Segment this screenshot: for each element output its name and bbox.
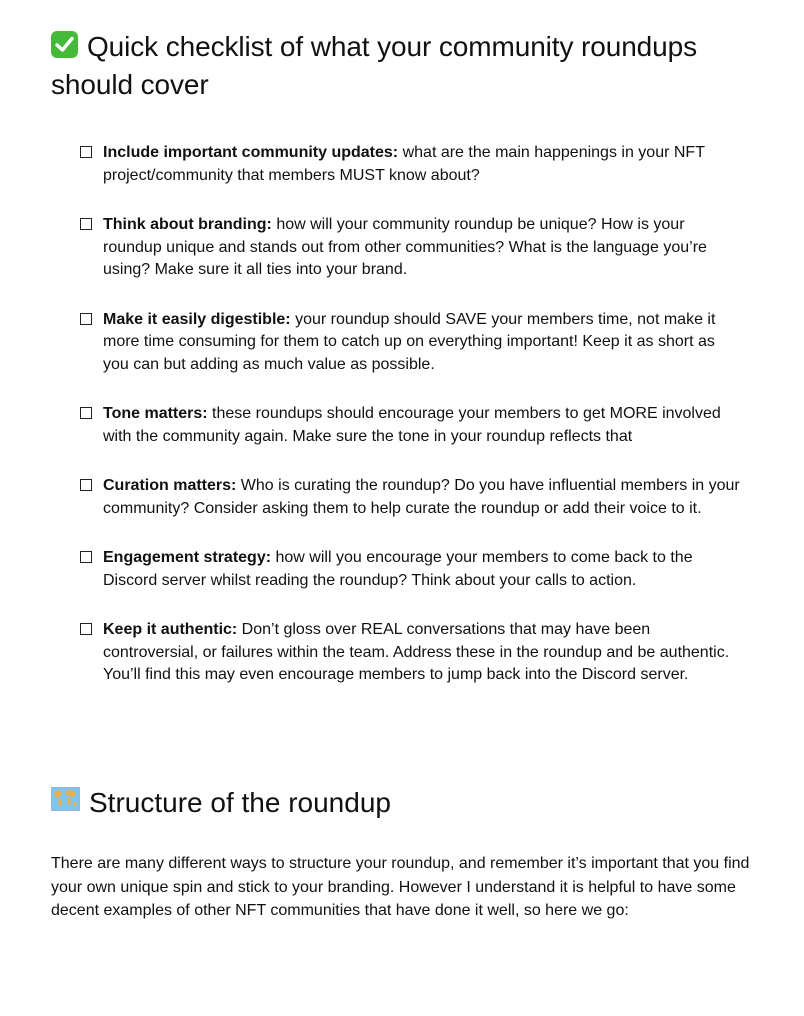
checklist-item — [80, 619, 740, 687]
check-mark-button-icon — [51, 31, 78, 58]
world-map-icon — [51, 787, 80, 811]
checklist-item — [80, 214, 740, 282]
checklist-item — [80, 142, 740, 187]
checklist-item — [80, 403, 740, 448]
structure-heading-text: Structure of the roundup — [89, 787, 391, 818]
checkbox[interactable] — [80, 551, 92, 563]
document-page — [51, 28, 751, 919]
checklist-item-title: Include important community updates: — [103, 144, 399, 161]
checklist-item — [80, 475, 740, 520]
checkbox[interactable] — [80, 479, 92, 491]
checklist-item-text: Who is curating the roundup? Do you have influential members in your community? Consider asking them to help curate the roundup or add their voice to it. — [103, 477, 740, 517]
checklist-item-text: how will you encourage your members to come back to the Discord server whilst reading the roundup? Think about your calls to action. — [103, 549, 693, 589]
checklist-item-text: what are the main happenings in your NFT project/community that members MUST know about? — [103, 144, 705, 184]
checklist-item-title: Curation matters: — [103, 477, 237, 494]
checklist — [80, 142, 740, 687]
checklist-item-text: how will your community roundup be unique? How is your roundup unique and stands out from other communities? What is the language you’re using? Make sure it all ties into your brand. — [103, 216, 707, 278]
checklist-item-text: your roundup should SAVE your members time, not make it more time consuming for them to catch up on everything important! Keep it as short as you can but adding as much value as possible. — [103, 310, 716, 373]
structure-heading — [51, 784, 391, 822]
checklist-item-title: Engagement strategy: — [103, 549, 272, 566]
checklist-item — [80, 547, 740, 592]
checklist-item-title: Make it easily digestible: — [103, 310, 291, 328]
checklist-item — [80, 309, 740, 377]
checklist-item-title: Tone matters: — [103, 405, 208, 422]
checklist-item-text: Don’t gloss over REAL conversations that may have been controversial, or failures within the team. Address these in the roundup and be authentic. You’ll find this may even encourage members to jump back into the Discord server. — [103, 621, 730, 683]
checkbox[interactable] — [80, 146, 92, 158]
checkbox[interactable] — [80, 623, 92, 635]
checklist-heading-text: Quick checklist of what your community roundups should cover — [51, 31, 698, 100]
checkbox[interactable] — [80, 407, 92, 419]
checklist-item-title: Think about branding: — [103, 216, 272, 233]
structure-paragraph: There are many different ways to structure your roundup, and remember it’s important that you find your own unique spin and stick to your branding. However I understand it is helpful to have some decent examples of other NFT communities that have done it well, so here we go: — [51, 855, 750, 919]
checkbox[interactable] — [80, 313, 92, 325]
checkbox[interactable] — [80, 218, 92, 230]
checklist-item-text: these roundups should encourage your members to get MORE involved with the community again. Make sure the tone in your roundup reflects that — [103, 405, 721, 445]
checklist-heading — [51, 28, 751, 104]
checklist-item-title: Keep it authentic: — [103, 621, 238, 638]
